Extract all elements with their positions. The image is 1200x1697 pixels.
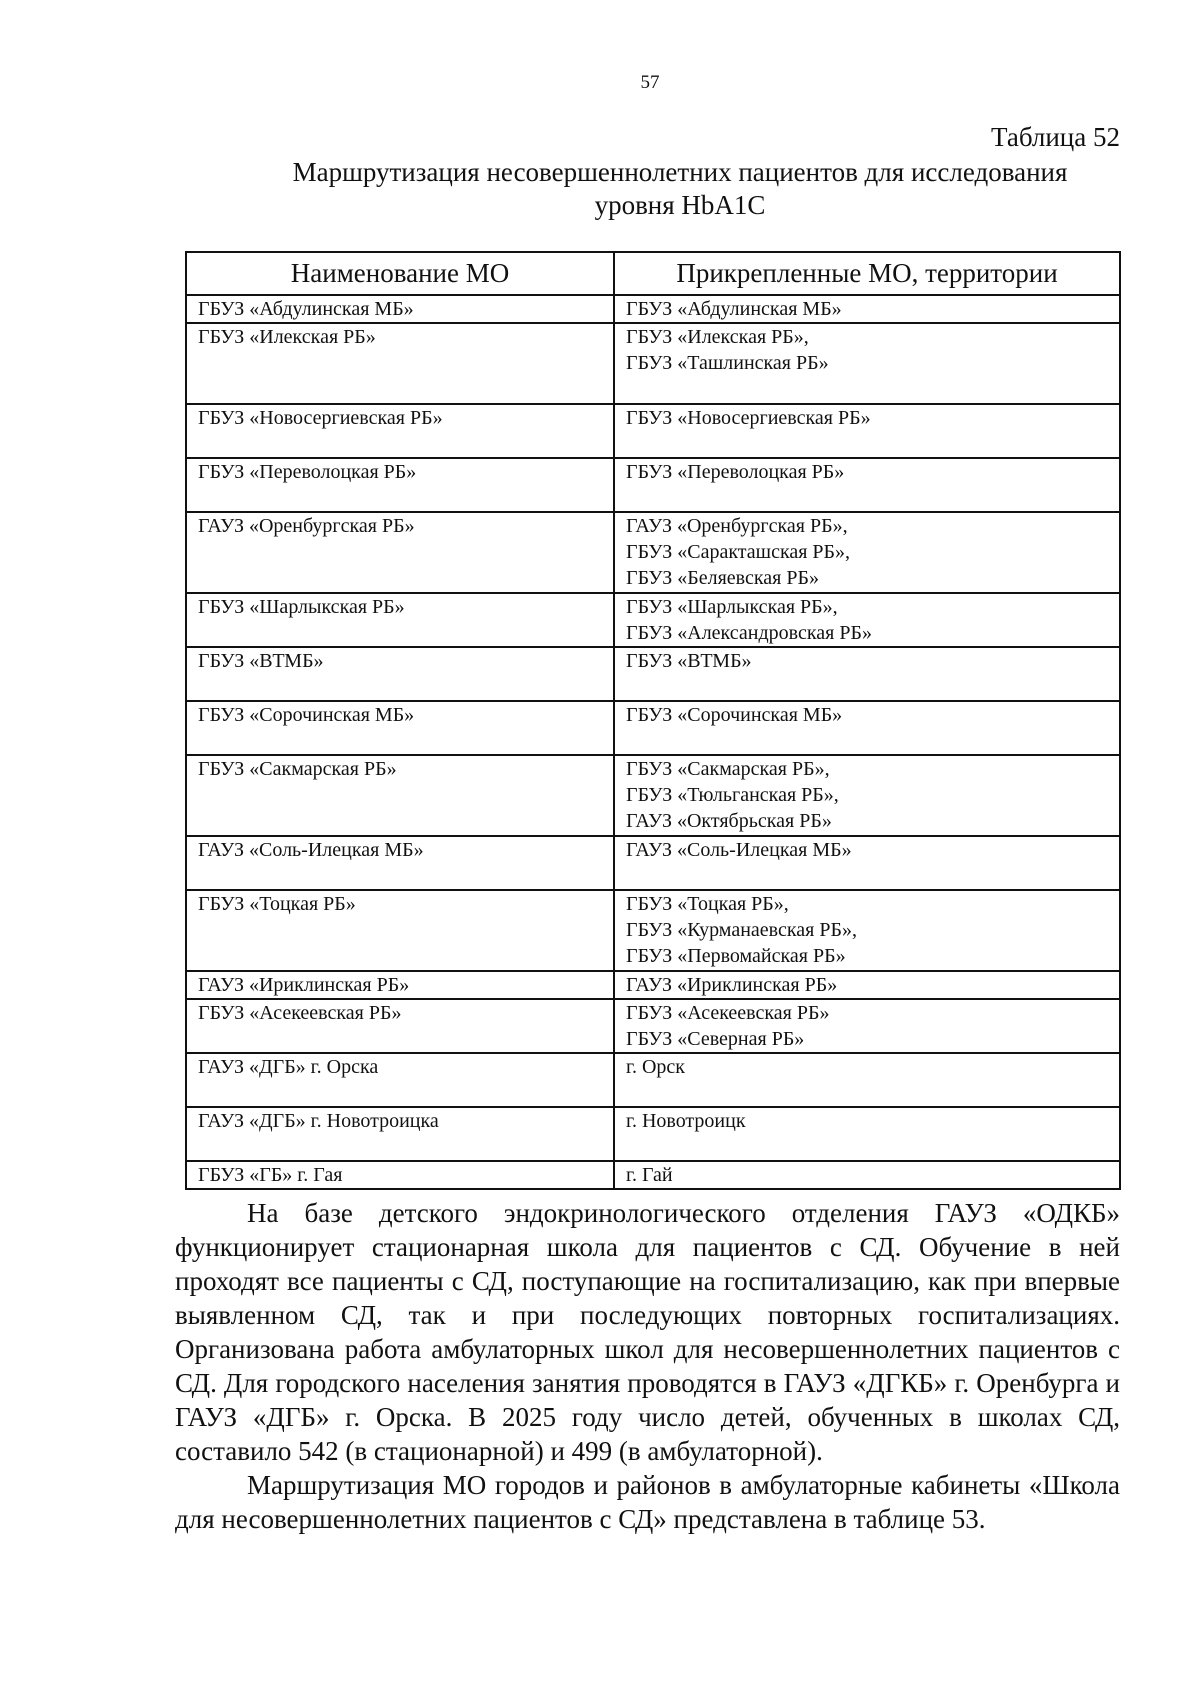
cell-attached [614, 295, 1120, 323]
mo-name: ГБУЗ «Илекская РБ» [198, 326, 376, 348]
body-text [175, 1196, 1120, 1536]
attached-mo: ГБУЗ «Новосергиевская РБ» [626, 407, 871, 429]
cell-mo-name [186, 1053, 614, 1107]
attached-mo: ГБУЗ «Северная РБ» [626, 1028, 805, 1050]
attached-mo: ГБУЗ «Тюльганская РБ», [626, 784, 839, 806]
attached-mo: ГБУЗ «Саракташская РБ», [626, 541, 851, 563]
attached-mo: ГАУЗ «Октябрьская РБ» [626, 810, 832, 832]
mo-name: ГБУЗ «Асекеевская РБ» [198, 1002, 402, 1024]
cell-attached [614, 1107, 1120, 1161]
table-row [186, 647, 1120, 701]
table-row [186, 458, 1120, 512]
cell-mo-name [186, 647, 614, 701]
cell-attached [614, 999, 1120, 1053]
paragraph-1: На базе детского эндокринологического отделения ГАУЗ «ОДКБ» функционирует стационарная школа для пациентов с СД. Обучение в ней проходят все пациенты с СД, поступающие на госпитализацию, как при впервые выявленном СД, так и при последующих повторных госпитализациях. Организована работа амбулаторных школ для несовершеннолетних пациентов с СД. Для городского населения занятия проводятся в ГАУЗ «ДГКБ» г. Оренбурга и ГАУЗ «ДГБ» г. Орска. В 2025 году число детей, обученных в школах СД, составило 542 (в стационарной) и 499 (в амбулаторной). [175, 1198, 1120, 1466]
attached-mo: ГБУЗ «Сакмарская РБ», [626, 758, 830, 780]
table-row [186, 999, 1120, 1053]
mo-name: ГАУЗ «ДГБ» г. Орска [198, 1056, 379, 1078]
attached-mo: г. Гай [626, 1164, 673, 1186]
table-row [186, 971, 1120, 999]
table-row [186, 890, 1120, 971]
mo-name: ГБУЗ «Шарлыкская РБ» [198, 596, 405, 618]
table-body [186, 295, 1120, 1189]
cell-mo-name [186, 999, 614, 1053]
table-title-line-1: Маршрутизация несовершеннолетних пациентов для исследования [292, 157, 1068, 187]
cell-attached [614, 593, 1120, 647]
attached-mo: ГБУЗ «Александровская РБ» [626, 622, 872, 644]
cell-mo-name [186, 836, 614, 890]
cell-mo-name [186, 1161, 614, 1189]
mo-name: ГАУЗ «ДГБ» г. Новотроицка [198, 1110, 439, 1132]
attached-mo: ГБУЗ «ВТМБ» [626, 650, 752, 672]
cell-attached [614, 647, 1120, 701]
mo-name: ГАУЗ «Соль-Илецкая МБ» [198, 839, 424, 861]
cell-mo-name [186, 404, 614, 458]
attached-mo: ГБУЗ «Тоцкая РБ», [626, 893, 789, 915]
cell-mo-name [186, 323, 614, 404]
table-row [186, 701, 1120, 755]
attached-mo: ГАУЗ «Ириклинская РБ» [626, 974, 838, 996]
cell-attached [614, 1161, 1120, 1189]
mo-name: ГБУЗ «Переволоцкая РБ» [198, 461, 417, 483]
mo-name: ГБУЗ «ВТМБ» [198, 650, 324, 672]
cell-mo-name [186, 701, 614, 755]
mo-name: ГАУЗ «Ириклинская РБ» [198, 974, 410, 996]
attached-mo: ГБУЗ «Сорочинская МБ» [626, 704, 843, 726]
table-row [186, 836, 1120, 890]
attached-mo: ГБУЗ «Курманаевская РБ», [626, 919, 857, 941]
cell-mo-name [186, 755, 614, 836]
attached-mo: ГАУЗ «Оренбургская РБ», [626, 515, 848, 537]
mo-name: ГБУЗ «Абдулинская МБ» [198, 298, 414, 320]
cell-attached [614, 1053, 1120, 1107]
cell-attached [614, 404, 1120, 458]
cell-attached [614, 890, 1120, 971]
attached-mo: ГБУЗ «Беляевская РБ» [626, 567, 819, 589]
attached-mo: ГБУЗ «Абдулинская МБ» [626, 298, 842, 320]
attached-mo: ГБУЗ «Илекская РБ», [626, 326, 809, 348]
attached-mo: г. Новотроицк [626, 1110, 746, 1132]
cell-attached [614, 323, 1120, 404]
cell-mo-name [186, 890, 614, 971]
cell-attached [614, 512, 1120, 593]
table-row [186, 404, 1120, 458]
mo-name: ГБУЗ «Сакмарская РБ» [198, 758, 397, 780]
page-number: 57 [640, 72, 660, 93]
cell-mo-name [186, 1107, 614, 1161]
cell-mo-name [186, 971, 614, 999]
table-row [186, 295, 1120, 323]
cell-attached [614, 836, 1120, 890]
attached-mo: ГАУЗ «Соль-Илецкая МБ» [626, 839, 852, 861]
mo-name: ГАУЗ «Оренбургская РБ» [198, 515, 415, 537]
cell-attached [614, 458, 1120, 512]
cell-mo-name [186, 458, 614, 512]
cell-attached [614, 755, 1120, 836]
table-title-line-2: уровня HbA1C [594, 190, 766, 220]
column-header-attached: Прикрепленные МО, территории [614, 252, 1120, 295]
routing-table [185, 251, 1121, 1190]
table-row [186, 593, 1120, 647]
table-row [186, 755, 1120, 836]
mo-name: ГБУЗ «Тоцкая РБ» [198, 893, 356, 915]
cell-attached [614, 971, 1120, 999]
attached-mo: ГБУЗ «Шарлыкская РБ», [626, 596, 838, 618]
paragraph-2: Маршрутизация МО городов и районов в амбулаторные кабинеты «Школа для несовершеннолетних пациентов с СД» представлена в таблице 53. [175, 1470, 1120, 1534]
cell-mo-name [186, 512, 614, 593]
attached-mo: ГБУЗ «Асекеевская РБ» [626, 1002, 830, 1024]
attached-mo: г. Орск [626, 1056, 685, 1078]
table-header-row [186, 252, 1120, 295]
attached-mo: ГБУЗ «Переволоцкая РБ» [626, 461, 845, 483]
cell-mo-name [186, 593, 614, 647]
cell-mo-name [186, 295, 614, 323]
attached-mo: ГБУЗ «Первомайская РБ» [626, 945, 846, 967]
cell-attached [614, 701, 1120, 755]
mo-name: ГБУЗ «Новосергиевская РБ» [198, 407, 443, 429]
table-title [230, 156, 1130, 222]
table-label: Таблица 52 [991, 122, 1120, 152]
column-header-mo: Наименование МО [186, 252, 614, 295]
mo-name: ГБУЗ «ГБ» г. Гая [198, 1164, 343, 1186]
table-row [186, 323, 1120, 404]
table-row [186, 1107, 1120, 1161]
table-row [186, 1053, 1120, 1107]
table-row [186, 512, 1120, 593]
attached-mo: ГБУЗ «Ташлинская РБ» [626, 352, 829, 374]
table-row [186, 1161, 1120, 1189]
mo-name: ГБУЗ «Сорочинская МБ» [198, 704, 415, 726]
